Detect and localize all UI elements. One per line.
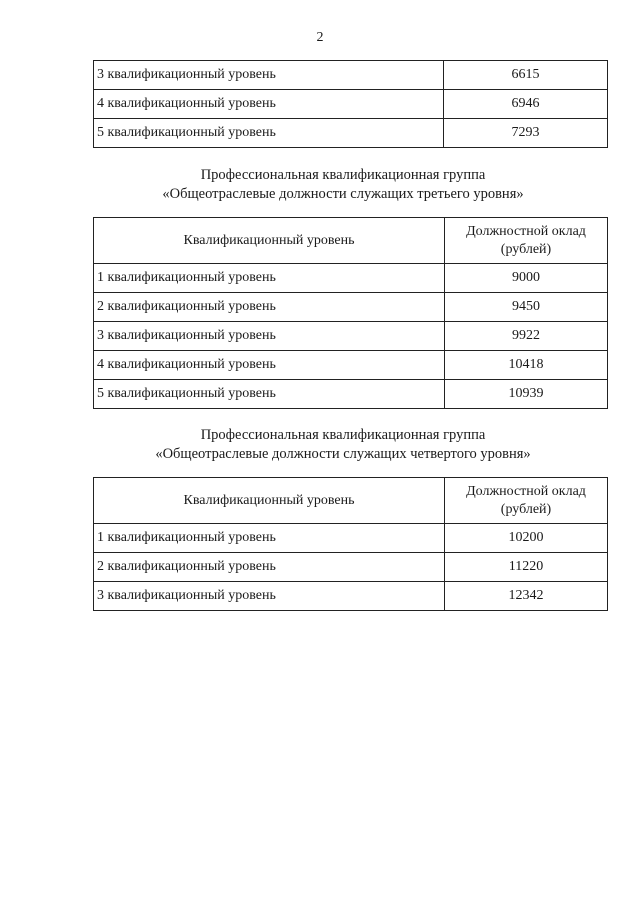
table-row (94, 61, 608, 90)
table-row (94, 524, 608, 553)
salary-table-continued (93, 60, 608, 148)
salary-cell: 6615 (444, 61, 608, 90)
group3-title-line1: Профессиональная квалификационная группа (200, 167, 486, 183)
group3-title-line2: «Общеотраслевые должности служащих третьего уровня» (162, 186, 524, 202)
table-row (94, 264, 608, 293)
salary-cell: 6946 (444, 90, 608, 119)
salary-cell: 10200 (445, 524, 608, 553)
table-row (94, 553, 608, 582)
group4-title (0, 426, 640, 464)
table-row (94, 582, 608, 611)
table-header-row (94, 478, 608, 524)
table-row (94, 90, 608, 119)
level-cell: 3 квалификационный уровень (94, 322, 445, 351)
column-header-salary (445, 218, 608, 264)
table-row (94, 119, 608, 148)
salary-cell: 9450 (445, 293, 608, 322)
salary-cell: 7293 (444, 119, 608, 148)
group3-title (0, 166, 640, 204)
level-cell: 5 квалификационный уровень (94, 380, 445, 409)
salary-cell: 10939 (445, 380, 608, 409)
salary-cell: 11220 (445, 553, 608, 582)
level-cell: 2 квалификационный уровень (94, 293, 445, 322)
page-number: 2 (316, 30, 324, 45)
table-header-row (94, 218, 608, 264)
level-cell: 3 квалификационный уровень (94, 582, 445, 611)
column-header-level: Квалификационный уровень (94, 478, 445, 524)
table-row (94, 293, 608, 322)
level-cell: 4 квалификационный уровень (94, 90, 444, 119)
group4-title-line1: Профессиональная квалификационная группа (200, 427, 486, 443)
group4-title-line2: «Общеотраслевые должности служащих четвертого уровня» (155, 446, 531, 462)
column-header-salary-line2: (рублей) (500, 501, 552, 517)
level-cell: 4 квалификационный уровень (94, 351, 445, 380)
level-cell: 1 квалификационный уровень (94, 264, 445, 293)
column-header-salary-line1: Должностной оклад (466, 223, 586, 239)
table-row (94, 380, 608, 409)
salary-cell: 9922 (445, 322, 608, 351)
salary-table-group4 (93, 477, 608, 611)
level-cell: 3 квалификационный уровень (94, 61, 444, 90)
table-row (94, 351, 608, 380)
column-header-level: Квалификационный уровень (94, 218, 445, 264)
salary-table-group3 (93, 217, 608, 409)
column-header-salary-line2: (рублей) (500, 241, 552, 257)
column-header-salary (445, 478, 608, 524)
level-cell: 2 квалификационный уровень (94, 553, 445, 582)
salary-cell: 9000 (445, 264, 608, 293)
level-cell: 1 квалификационный уровень (94, 524, 445, 553)
column-header-salary-line1: Должностной оклад (466, 483, 586, 499)
salary-cell: 12342 (445, 582, 608, 611)
table-row (94, 322, 608, 351)
level-cell: 5 квалификационный уровень (94, 119, 444, 148)
salary-cell: 10418 (445, 351, 608, 380)
